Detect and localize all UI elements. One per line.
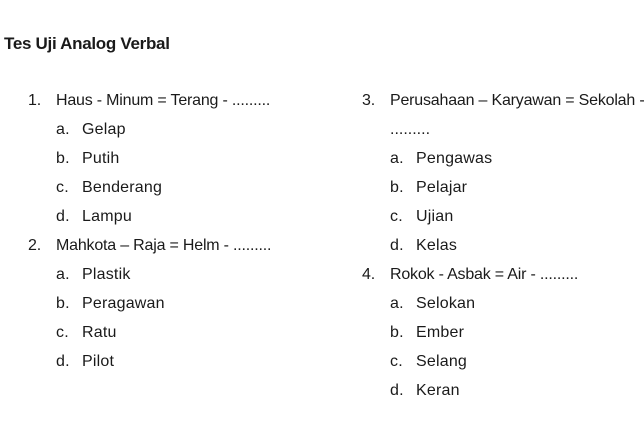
option-letter: d. <box>390 237 404 254</box>
option-letter: d. <box>56 208 70 225</box>
option-text: Benderang <box>82 179 163 196</box>
option-text: Peragawan <box>82 295 165 312</box>
option-3b <box>362 173 644 202</box>
option-text: Selokan <box>416 295 476 312</box>
left-column <box>28 86 328 376</box>
option-letter: a. <box>56 121 70 138</box>
question-number: 3. <box>362 92 375 109</box>
option-3c <box>362 202 644 231</box>
option-text: Ratu <box>82 324 117 341</box>
option-3a <box>362 144 644 173</box>
option-text: Plastik <box>82 266 131 283</box>
option-text: Gelap <box>82 121 126 138</box>
option-letter: b. <box>56 150 70 167</box>
option-text: Keran <box>416 382 460 399</box>
option-4a <box>362 289 644 318</box>
option-text: Pelajar <box>416 179 468 196</box>
option-letter: c. <box>56 324 69 341</box>
option-text: Pengawas <box>416 150 493 167</box>
option-3d <box>362 231 644 260</box>
option-letter: a. <box>56 266 70 283</box>
option-letter: a. <box>390 150 404 167</box>
option-letter: d. <box>56 353 70 370</box>
option-text: Kelas <box>416 237 458 254</box>
option-text: Putih <box>82 150 120 167</box>
option-text: Lampu <box>82 208 132 225</box>
option-4d <box>362 376 644 405</box>
question-3 <box>362 86 644 115</box>
option-letter: b. <box>56 295 70 312</box>
document-title: Tes Uji Analog Verbal <box>4 34 170 53</box>
option-4b <box>362 318 644 347</box>
option-text: Ember <box>416 324 465 341</box>
option-1d <box>28 202 328 231</box>
question-number: 4. <box>362 266 375 283</box>
option-4c <box>362 347 644 376</box>
option-letter: c. <box>390 353 403 370</box>
option-1a <box>28 115 328 144</box>
option-text: Ujian <box>416 208 454 225</box>
option-1b <box>28 144 328 173</box>
option-letter: b. <box>390 324 404 341</box>
question-text: Haus - Minum = Terang - ......... <box>56 92 271 109</box>
option-2d <box>28 347 328 376</box>
option-letter: c. <box>390 208 403 225</box>
option-2c <box>28 318 328 347</box>
option-2a <box>28 260 328 289</box>
option-2b <box>28 289 328 318</box>
question-text: Perusahaan – Karyawan = Sekolah - <box>390 92 644 109</box>
option-text: Pilot <box>82 353 115 370</box>
question-3-blank: ......... <box>390 121 431 138</box>
option-letter: d. <box>390 382 404 399</box>
question-number: 1. <box>28 92 41 109</box>
option-text: Selang <box>416 353 468 370</box>
option-1c <box>28 173 328 202</box>
option-letter: b. <box>390 179 404 196</box>
question-text: Mahkota – Raja = Helm - ......... <box>56 237 272 254</box>
question-2 <box>28 231 328 260</box>
question-1 <box>28 86 328 115</box>
question-4 <box>362 260 644 289</box>
question-number: 2. <box>28 237 41 254</box>
question-text: Rokok - Asbak = Air - ......... <box>390 266 579 283</box>
option-letter: c. <box>56 179 69 196</box>
option-letter: a. <box>390 295 404 312</box>
right-column <box>362 86 644 405</box>
